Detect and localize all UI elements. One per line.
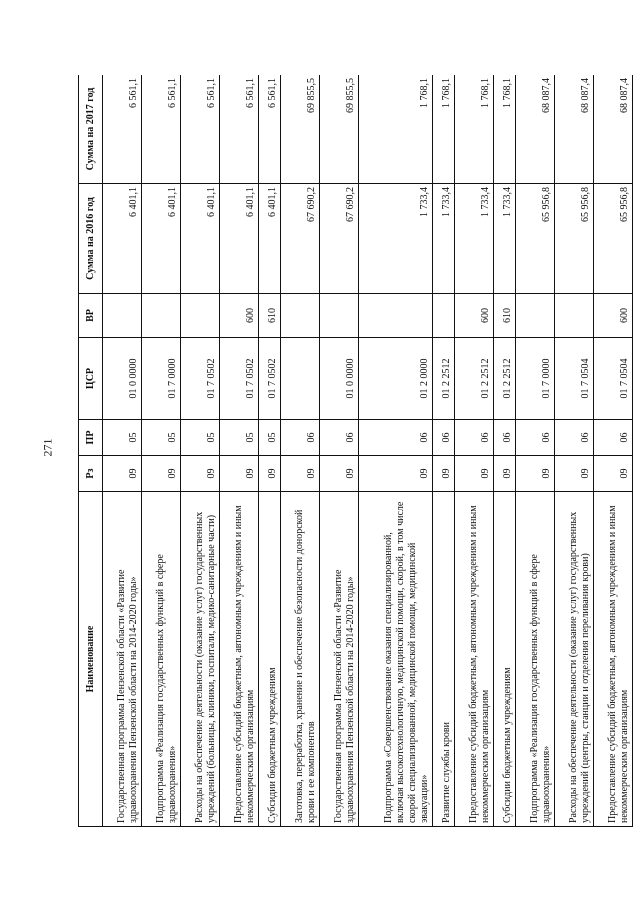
cell-pr: 05 [142, 420, 181, 456]
cell-pr: 05 [103, 420, 142, 456]
cell-sum-2017: 69 855,5 [320, 75, 359, 184]
cell-sum-2017: 1 768,1 [433, 75, 455, 184]
cell-sum-2016: 6 401,1 [259, 184, 281, 294]
cell-pr: 06 [433, 420, 455, 456]
cell-pr: 06 [515, 420, 554, 456]
cell-rz: 09 [493, 456, 515, 492]
cell-csr: 01 7 0504 [554, 338, 593, 420]
cell-sum-2016: 65 956,8 [593, 184, 632, 294]
cell-rz: 09 [103, 456, 142, 492]
cell-csr: 01 7 0502 [181, 338, 220, 420]
cell-rz: 09 [281, 456, 320, 492]
cell-sum-2016: 65 956,8 [515, 184, 554, 294]
cell-name: Заготовка, переработка, хранение и обеспечение безопасности донорской крови и ее компонентов [281, 492, 320, 827]
cell-csr: 01 2 0000 [359, 338, 433, 420]
cell-name: Субсидии бюджетным учреждениям [493, 492, 515, 827]
cell-sum-2017: 69 855,5 [281, 75, 320, 184]
cell-pr: 05 [181, 420, 220, 456]
cell-vr [320, 294, 359, 338]
cell-csr: 01 7 0502 [220, 338, 259, 420]
table-row [103, 75, 142, 827]
header-pr: ПР [79, 420, 103, 456]
cell-rz: 09 [593, 456, 632, 492]
cell-pr: 06 [454, 420, 493, 456]
cell-csr: 01 2 2512 [493, 338, 515, 420]
table-body [103, 75, 633, 827]
header-rz: Рз [79, 456, 103, 492]
cell-rz: 09 [433, 456, 455, 492]
header-name: Наименование [79, 492, 103, 827]
cell-sum-2016: 6 401,1 [103, 184, 142, 294]
cell-sum-2016: 65 956,8 [554, 184, 593, 294]
cell-rz: 09 [259, 456, 281, 492]
cell-sum-2017: 6 561,1 [142, 75, 181, 184]
cell-csr: 01 0 0000 [103, 338, 142, 420]
cell-sum-2017: 1 768,1 [493, 75, 515, 184]
cell-csr [281, 338, 320, 420]
cell-name: Развитие службы крови [433, 492, 455, 827]
cell-pr: 06 [281, 420, 320, 456]
cell-sum-2016: 1 733,4 [433, 184, 455, 294]
cell-sum-2016: 1 733,4 [454, 184, 493, 294]
table-row [259, 75, 281, 827]
cell-name: Расходы на обеспечение деятельности (оказание услуг) государственных учреждений (больницы, клиники, госпитали, медико-санитарные части) [181, 492, 220, 827]
cell-csr: 01 7 0000 [515, 338, 554, 420]
cell-pr: 06 [493, 420, 515, 456]
cell-vr: 600 [454, 294, 493, 338]
cell-sum-2017: 6 561,1 [181, 75, 220, 184]
table-row [181, 75, 220, 827]
table-row [454, 75, 493, 827]
table-row [593, 75, 632, 827]
cell-sum-2017: 68 087,4 [593, 75, 632, 184]
cell-name: Подпрограмма «Реализация государственных функций в сфере здравоохранения» [515, 492, 554, 827]
cell-name: Субсидии бюджетным учреждениям [259, 492, 281, 827]
cell-vr [181, 294, 220, 338]
table-row [281, 75, 320, 827]
cell-pr: 05 [259, 420, 281, 456]
cell-csr: 01 0 0000 [320, 338, 359, 420]
cell-sum-2017: 68 087,4 [515, 75, 554, 184]
cell-name: Предоставление субсидий бюджетным, автономным учреждениям и иным некоммерческим организациям [454, 492, 493, 827]
budget-table [78, 75, 633, 827]
cell-vr [281, 294, 320, 338]
table-row [320, 75, 359, 827]
cell-vr: 600 [593, 294, 632, 338]
cell-pr: 06 [359, 420, 433, 456]
cell-sum-2016: 6 401,1 [142, 184, 181, 294]
table-row [220, 75, 259, 827]
cell-sum-2017: 68 087,4 [554, 75, 593, 184]
header-sum-2017: Сумма на 2017 год [79, 75, 103, 184]
cell-sum-2016: 6 401,1 [220, 184, 259, 294]
cell-csr: 01 7 0502 [259, 338, 281, 420]
table-row [359, 75, 433, 827]
cell-pr: 06 [554, 420, 593, 456]
table-row [433, 75, 455, 827]
cell-sum-2017: 1 768,1 [359, 75, 433, 184]
cell-vr: 610 [259, 294, 281, 338]
table-row [515, 75, 554, 827]
cell-rz: 09 [554, 456, 593, 492]
cell-csr: 01 7 0000 [142, 338, 181, 420]
table-row [142, 75, 181, 827]
cell-csr: 01 7 0504 [593, 338, 632, 420]
table-row [554, 75, 593, 827]
cell-name: Государственная программа Пензенской области «Развитие здравоохранения Пензенской области на 2014-2020 годы» [103, 492, 142, 827]
cell-sum-2017: 6 561,1 [259, 75, 281, 184]
budget-table-container [78, 75, 633, 827]
cell-vr [142, 294, 181, 338]
header-sum-2016: Сумма на 2016 год [79, 184, 103, 294]
cell-vr: 600 [220, 294, 259, 338]
page-number: 271 [40, 438, 55, 457]
cell-name: Государственная программа Пензенской области «Развитие здравоохранения Пензенской области на 2014-2020 годы» [320, 492, 359, 827]
cell-pr: 06 [593, 420, 632, 456]
cell-sum-2017: 6 561,1 [220, 75, 259, 184]
cell-name: Предоставление субсидий бюджетным, автономным учреждениям и иным некоммерческим организациям [593, 492, 632, 827]
cell-rz: 09 [320, 456, 359, 492]
cell-rz: 09 [220, 456, 259, 492]
cell-sum-2016: 6 401,1 [181, 184, 220, 294]
cell-name: Подпрограмма «Реализация государственных функций в сфере здравоохранения» [142, 492, 181, 827]
cell-sum-2016: 1 733,4 [359, 184, 433, 294]
cell-rz: 09 [181, 456, 220, 492]
cell-sum-2016: 67 690,2 [320, 184, 359, 294]
cell-name: Подпрограмма «Совершенствование оказания специализированной, включая высокотехнологичную, медицинской помощи, скорой, в том числе скорой специализированной, медицинской помощи, медицинской эвакуации» [359, 492, 433, 827]
cell-sum-2017: 6 561,1 [103, 75, 142, 184]
header-csr: ЦСР [79, 338, 103, 420]
header-vr: ВР [79, 294, 103, 338]
cell-sum-2016: 67 690,2 [281, 184, 320, 294]
cell-vr [515, 294, 554, 338]
cell-vr [433, 294, 455, 338]
cell-vr: 610 [493, 294, 515, 338]
cell-rz: 09 [515, 456, 554, 492]
cell-pr: 05 [220, 420, 259, 456]
table-header-row [79, 75, 103, 827]
cell-pr: 06 [320, 420, 359, 456]
cell-sum-2016: 1 733,4 [493, 184, 515, 294]
cell-csr: 01 2 2512 [454, 338, 493, 420]
cell-vr [103, 294, 142, 338]
cell-name: Расходы на обеспечение деятельности (оказание услуг) государственных учреждений (центры, станции и отделения переливания крови) [554, 492, 593, 827]
cell-rz: 09 [454, 456, 493, 492]
cell-sum-2017: 1 768,1 [454, 75, 493, 184]
cell-name: Предоставление субсидий бюджетным, автономным учреждениям и иным некоммерческим организациям [220, 492, 259, 827]
cell-rz: 09 [359, 456, 433, 492]
table-row [493, 75, 515, 827]
cell-vr [554, 294, 593, 338]
cell-csr: 01 2 2512 [433, 338, 455, 420]
cell-rz: 09 [142, 456, 181, 492]
cell-vr [359, 294, 433, 338]
